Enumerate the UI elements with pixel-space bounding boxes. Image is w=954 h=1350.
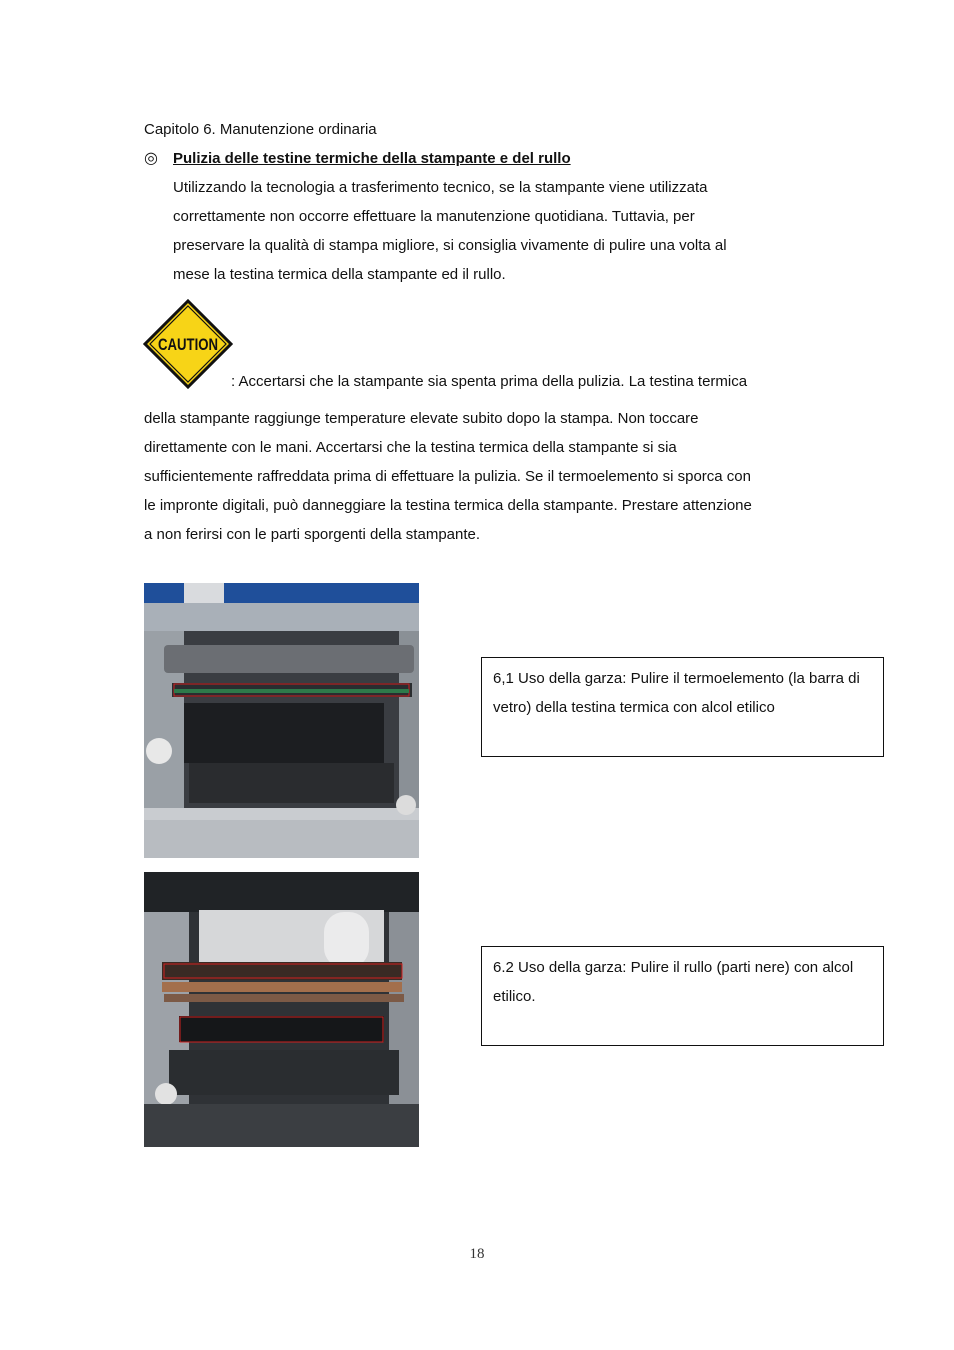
step-text-1: 6,1 Uso della garza: Pulire il termoelemento (la barra di vetro) della testina termica con alcol etilico: [493, 670, 860, 716]
caution-icon-text: CAUTION: [158, 335, 218, 354]
caution-icon: [143, 299, 233, 389]
print-head-photo: [144, 583, 419, 858]
intro-line: mese la testina termica della stampante ed il rullo.: [173, 266, 506, 283]
intro-line: correttamente non occorre effettuare la manutenzione quotidiana. Tuttavia, per: [173, 208, 695, 225]
caution-body-line: a non ferirsi con le parti sporgenti della stampante.: [144, 526, 481, 543]
step-box-2: [481, 946, 884, 1046]
caution-first-line: : Accertarsi che la stampante sia spenta prima della pulizia. La testina termica: [231, 373, 748, 390]
section-heading: Pulizia delle testine termiche della stampante e del rullo: [173, 150, 571, 167]
chapter-title: Capitolo 6. Manutenzione ordinaria: [144, 121, 377, 138]
bullet-symbol: ◎: [144, 150, 158, 167]
intro-paragraph: [173, 173, 727, 289]
step-text-2: 6.2 Uso della garza: Pulire il rullo (parti nere) con alcol etilico.: [493, 959, 854, 1005]
caution-body-line: della stampante raggiunge temperature elevate subito dopo la stampa. Non toccare: [144, 410, 699, 427]
intro-line: Utilizzando la tecnologia a trasferimento tecnico, se la stampante viene utilizzata: [173, 179, 708, 196]
page-number: 18: [469, 1246, 485, 1262]
caution-body: [144, 404, 752, 549]
caution-body-line: direttamente con le mani. Accertarsi che la testina termica della stampante si sia: [144, 439, 677, 456]
intro-line: preservare la qualità di stampa migliore, si consiglia vivamente di pulire una volta al: [173, 237, 727, 254]
step-box-1: [481, 657, 884, 757]
caution-body-line: le impronte digitali, può danneggiare la testina termica della stampante. Prestare attenzione: [144, 497, 752, 514]
caution-body-line: sufficientemente raffreddata prima di effettuare la pulizia. Se il termoelemento si sporca con: [144, 468, 751, 485]
roller-photo: [144, 872, 419, 1147]
